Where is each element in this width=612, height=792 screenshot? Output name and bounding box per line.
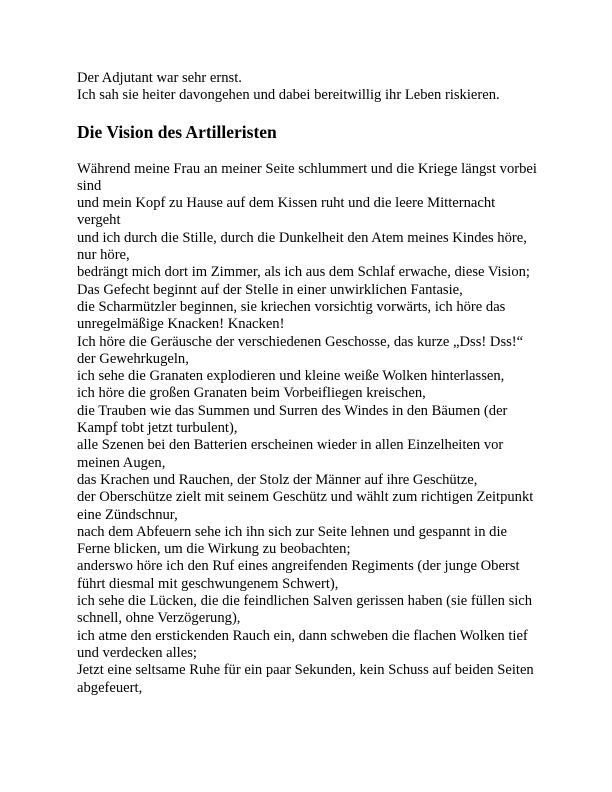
verse-line: anderswo höre ich den Ruf eines angreifenden Regiments (der junge Oberst führt diesmal mit geschwungenem Schwert), xyxy=(77,558,520,592)
verse-line: Während meine Frau an meiner Seite schlummert und die Kriege längst vorbei sind xyxy=(77,160,537,194)
intro-block xyxy=(77,70,537,105)
verse-line: Ich höre die Geräusche der verschiedenen Geschosse, das kurze „Dss! Dss!“ der Gewehrkugeln, xyxy=(77,333,524,367)
verse-line: ich atme den erstickenden Rauch ein, dann schweben die flachen Wolken tief und verdecken alles; xyxy=(77,627,528,661)
verse-line: die Trauben wie das Summen und Surren des Windes in den Bäumen (der Kampf tobt jetzt turbulent), xyxy=(77,402,508,437)
verse-line: ich höre die großen Granaten beim Vorbeifliegen kreischen, xyxy=(77,385,426,402)
intro-line: Ich sah sie heiter davongehen und dabei bereitwillig ihr Leben riskieren. xyxy=(77,87,500,104)
verse-line: ich sehe die Lücken, die die feindlichen Salven gerissen haben (sie füllen sich schnell, ohne Verzögerung), xyxy=(77,593,533,627)
verse-line: nach dem Abfeuern sehe ich ihn sich zur Seite lehnen und gespannt in die Ferne blicken, um die Wirkung zu beobachten; xyxy=(77,523,507,558)
verse-line: die Scharmützler beginnen, sie kriechen vorsichtig vorwärts, ich höre das unregelmäßige Knacken! Knacken! xyxy=(77,298,506,333)
verse-line: und ich durch die Stille, durch die Dunkelheit den Atem meines Kindes höre, nur höre, xyxy=(77,229,527,264)
poem-body xyxy=(77,161,537,697)
verse-line: bedrängt mich dort im Zimmer, als ich aus dem Schlaf erwache, diese Vision; xyxy=(77,264,530,281)
verse-line: Das Gefecht beginnt auf der Stelle in einer unwirklichen Fantasie, xyxy=(77,281,463,298)
verse-line: und mein Kopf zu Hause auf dem Kissen ruht und die leere Mitternacht vergeht xyxy=(77,195,496,229)
verse-line: ich sehe die Granaten explodieren und kleine weiße Wolken hinterlassen, xyxy=(77,368,505,385)
intro-line: Der Adjutant war sehr ernst. xyxy=(77,70,242,86)
verse-line: alle Szenen bei den Batterien erscheinen wieder in allen Einzelheiten vor meinen Augen, xyxy=(77,437,504,471)
document-page xyxy=(77,70,537,697)
verse-line: Jetzt eine seltsame Ruhe für ein paar Sekunden, kein Schuss auf beiden Seiten abgefeuert, xyxy=(77,662,534,696)
verse-line: das Krachen und Rauchen, der Stolz der Männer auf ihre Geschütze, xyxy=(77,471,478,488)
poem-title: Die Vision des Artilleristen xyxy=(77,121,277,142)
verse-line: der Oberschütze zielt mit seinem Geschütz und wählt zum richtigen Zeitpunkt eine Zündschnur, xyxy=(77,489,534,523)
